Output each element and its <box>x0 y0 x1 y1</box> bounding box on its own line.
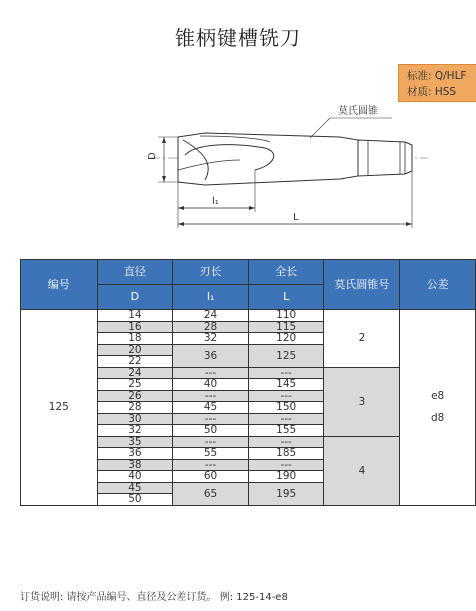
dim-L-label: L <box>293 212 299 223</box>
header-taper: 莫氏圆锥号 <box>324 260 400 310</box>
header-tolerance: 公差 <box>400 260 476 310</box>
diameter-cell: 35 <box>97 436 173 448</box>
diameter-cell: 30 <box>97 413 173 425</box>
tool-drawing <box>0 100 476 235</box>
taper-cell: 3 <box>324 367 400 436</box>
total-length-cell: --- <box>248 459 324 471</box>
diameter-cell: 20 <box>97 344 173 356</box>
header-total-length: 全长 <box>248 260 324 285</box>
header-code: 编号 <box>21 260 98 310</box>
flute-length-cell: 60 <box>173 471 249 483</box>
flute-length-cell: 40 <box>173 379 249 391</box>
dim-d-label: D <box>147 152 158 160</box>
code-cell: 125 <box>21 310 98 506</box>
header-diameter: 直径 <box>97 260 173 285</box>
flute-length-cell: 45 <box>173 402 249 414</box>
diameter-cell: 36 <box>97 448 173 460</box>
taper-leader <box>310 118 330 138</box>
total-length-cell: --- <box>248 390 324 402</box>
header-flute-symbol: l₁ <box>173 285 249 310</box>
material-label: 材质: HSS <box>407 86 457 98</box>
diameter-cell: 16 <box>97 321 173 333</box>
order-note: 订货说明: 请按产品编号、直径及公差订货。 例: 125-14-e8 <box>20 592 288 603</box>
total-length-cell: 155 <box>248 425 324 437</box>
standard-label: 标准: Q/HLF <box>407 70 467 82</box>
flute-length-cell: --- <box>173 367 249 379</box>
total-length-cell: 125 <box>248 344 324 367</box>
table-row <box>21 310 476 322</box>
total-length-cell: 150 <box>248 402 324 414</box>
total-length-cell: --- <box>248 413 324 425</box>
total-length-cell: 190 <box>248 471 324 483</box>
flute-length-cell: --- <box>173 436 249 448</box>
header-flute-length: 刃长 <box>173 260 249 285</box>
diameter-cell: 25 <box>97 379 173 391</box>
taper-callout-label: 莫氏圆锥 <box>338 106 378 117</box>
flute-length-cell: --- <box>173 390 249 402</box>
diameter-cell: 22 <box>97 356 173 368</box>
flute-length-cell: 50 <box>173 425 249 437</box>
flute-length-cell: 36 <box>173 344 249 367</box>
total-length-cell: --- <box>248 367 324 379</box>
flute-length-cell: 24 <box>173 310 249 322</box>
taper-cell: 4 <box>324 436 400 505</box>
diameter-cell: 18 <box>97 333 173 345</box>
flute-length-cell: 65 <box>173 482 249 505</box>
diameter-cell: 40 <box>97 471 173 483</box>
flute-length-cell: 55 <box>173 448 249 460</box>
diameter-cell: 32 <box>97 425 173 437</box>
header-total-symbol: L <box>248 285 324 310</box>
page-title: 锥柄键槽铣刀 <box>175 26 301 50</box>
spec-table <box>20 259 476 506</box>
total-length-cell: --- <box>248 436 324 448</box>
total-length-cell: 120 <box>248 333 324 345</box>
diameter-cell: 28 <box>97 402 173 414</box>
total-length-cell: 185 <box>248 448 324 460</box>
taper-shank <box>358 140 412 176</box>
total-length-cell: 145 <box>248 379 324 391</box>
dim-l1-label: l₁ <box>212 196 219 207</box>
diameter-cell: 38 <box>97 459 173 471</box>
header-diameter-symbol: D <box>97 285 173 310</box>
flute-length-cell: 32 <box>173 333 249 345</box>
total-length-cell: 115 <box>248 321 324 333</box>
tolerance-value: d8 <box>430 412 445 425</box>
diameter-cell: 24 <box>97 367 173 379</box>
taper-cell: 2 <box>324 310 400 368</box>
diameter-cell: 14 <box>97 310 173 322</box>
total-length-cell: 195 <box>248 482 324 505</box>
tolerance-cell <box>400 310 476 506</box>
diameter-cell: 45 <box>97 482 173 494</box>
flute-length-cell: 28 <box>173 321 249 333</box>
diameter-cell: 50 <box>97 494 173 506</box>
spec-box <box>398 64 476 102</box>
total-length-cell: 110 <box>248 310 324 322</box>
flute-length-cell: --- <box>173 459 249 471</box>
tolerance-value: e8 <box>431 390 445 403</box>
diameter-cell: 26 <box>97 390 173 402</box>
flute-length-cell: --- <box>173 413 249 425</box>
